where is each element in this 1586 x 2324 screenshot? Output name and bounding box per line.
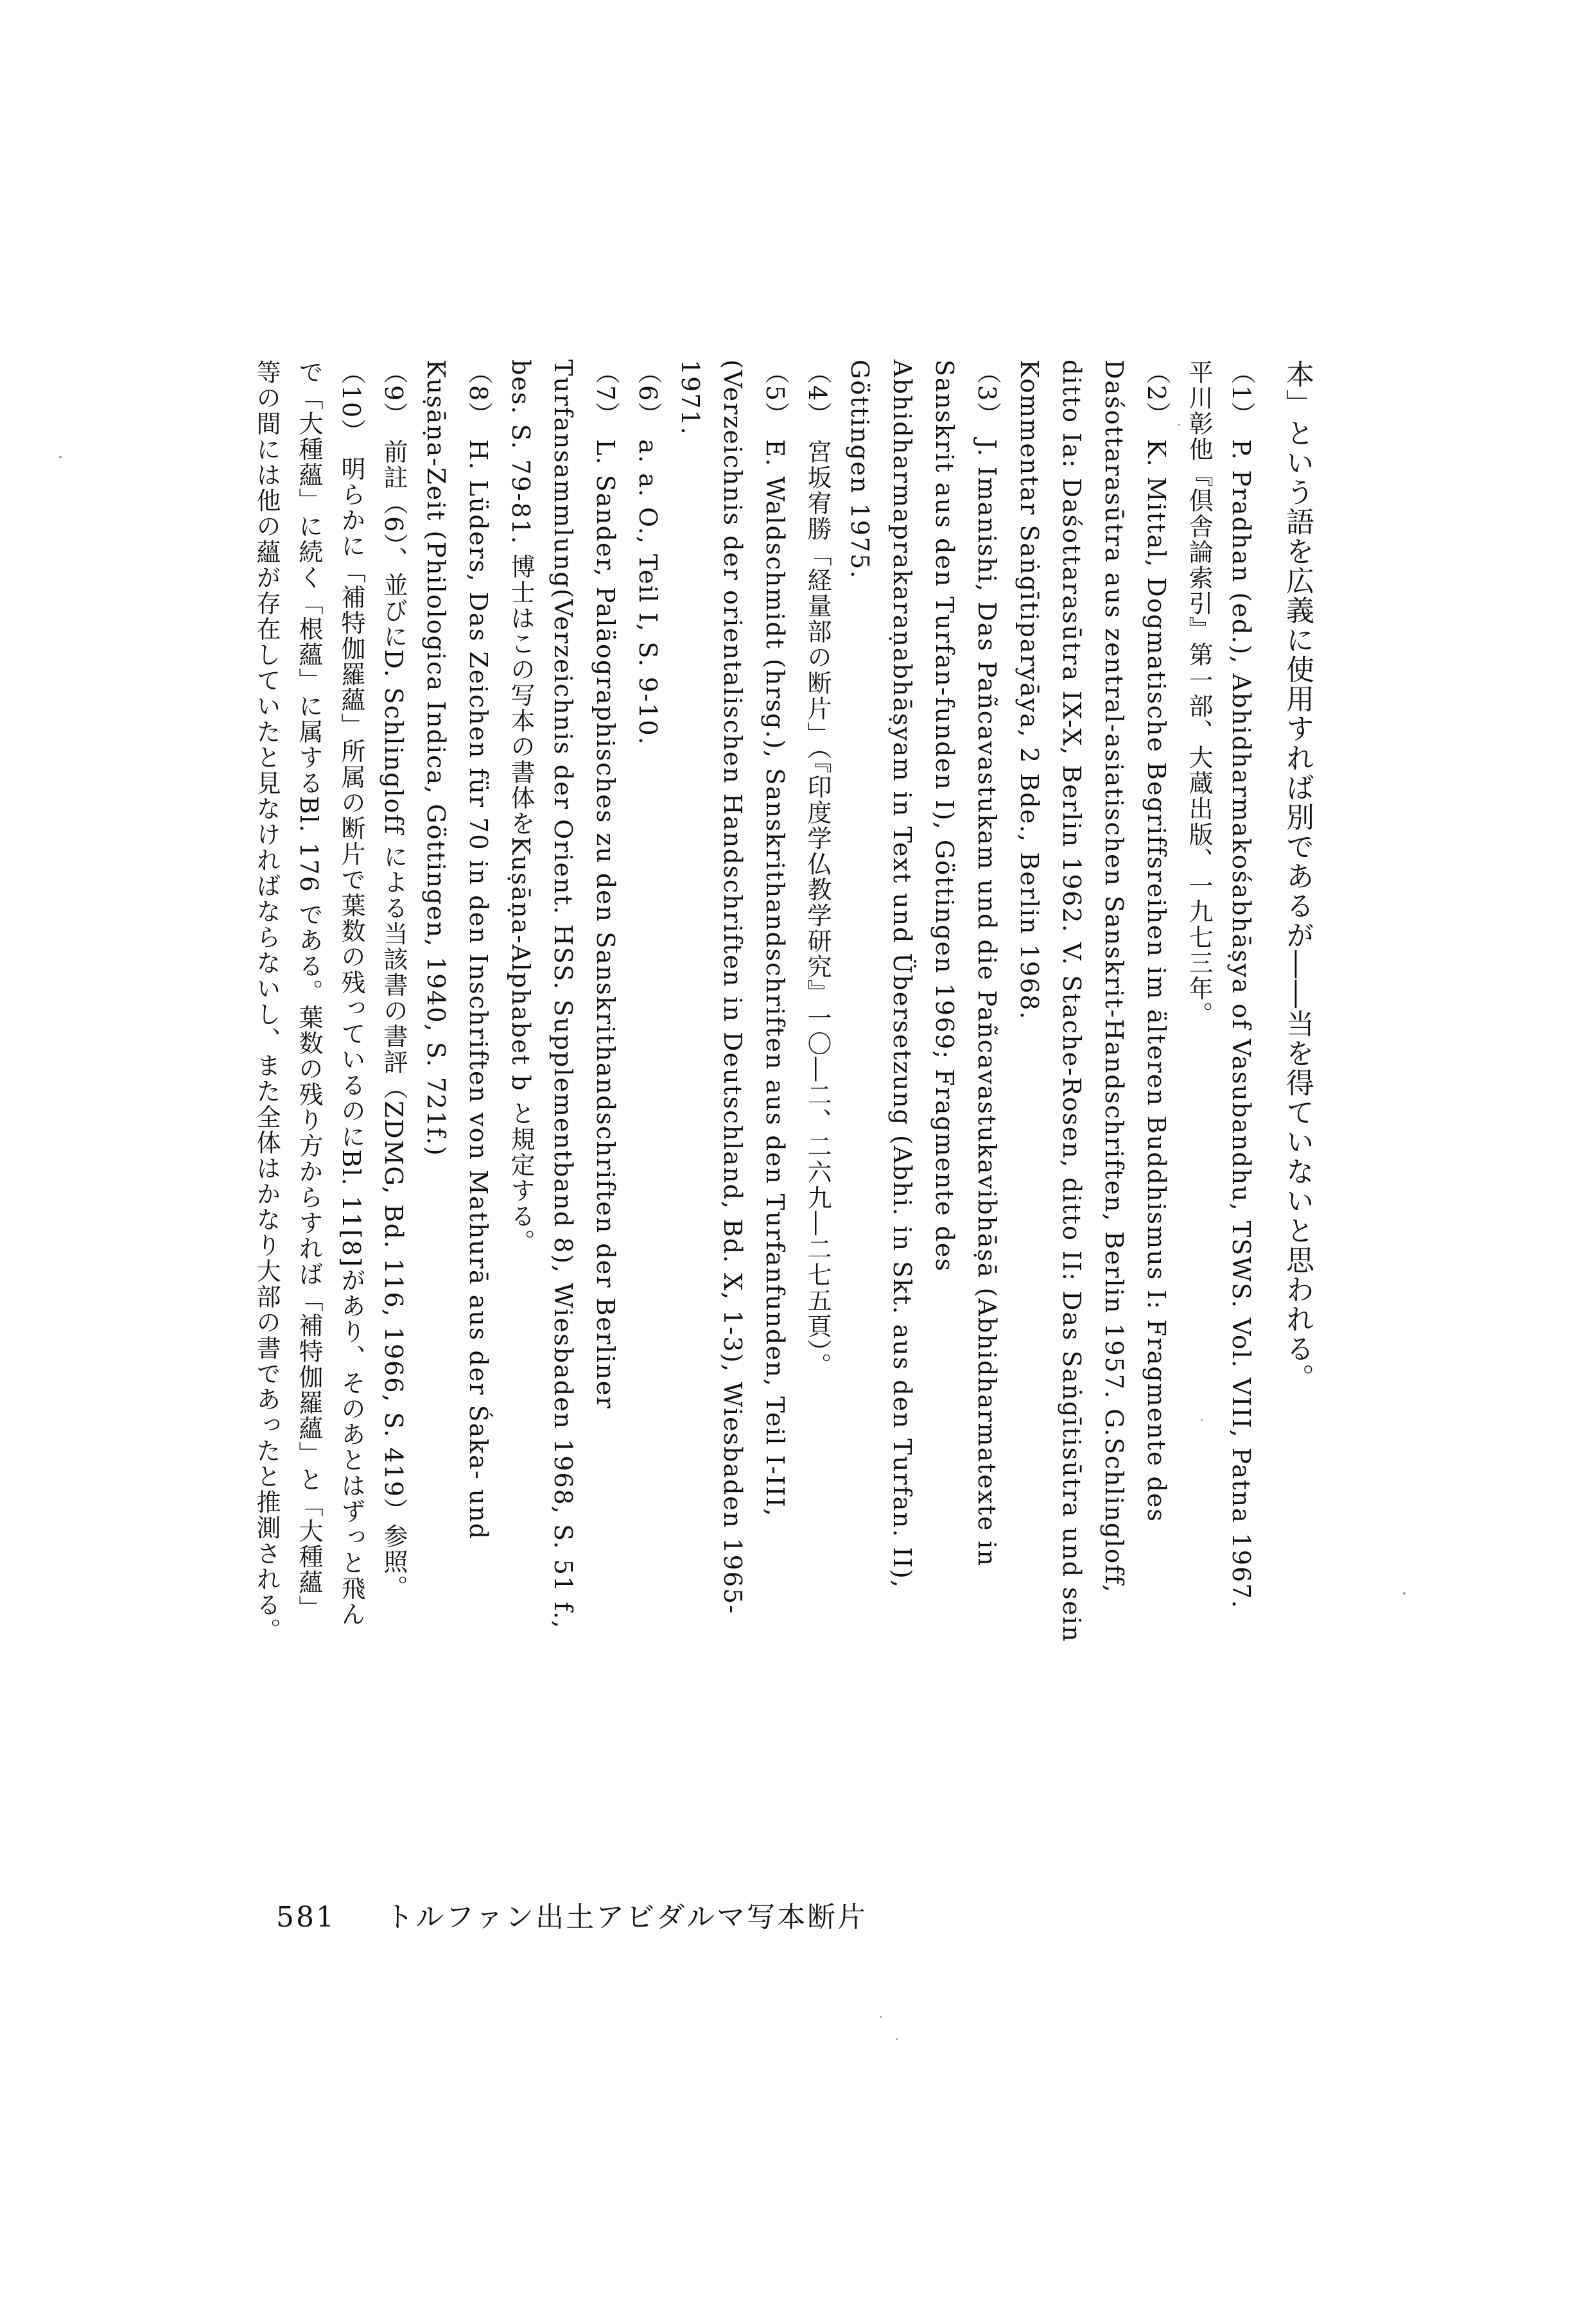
footnote-5: [669, 360, 796, 1643]
footnote-2: [1008, 360, 1178, 1643]
footnote-text: J. Imanishi, Das Pañcavastukam und die Pañcavastukavibhāṣā (Abhidharmatexte in Sanskrit aus den Turfan-funden I), Göttingen 1969; Fragmente des Abhidharmaprakaraṇabhāṣyam in Text und Übersetzung (Abhi. in Skt. aus den Turfan. II), Göttingen 1975.: [846, 360, 1001, 1589]
lead-text-line: 本」という語を広義に使用すれば別であるが――当を得ていないと思われる。: [1281, 360, 1314, 1393]
footnote-number: （7）: [591, 360, 620, 428]
footnote-3: [839, 360, 1008, 1643]
vertical-text-block: [252, 360, 1323, 1643]
footnote-7: [500, 360, 627, 1643]
footnote-text: P. Pradhan (ed.), Abhidharmakośabhāṣya of Vasubandhu, TSWS. Vol. VIII, Patna 1967. 平川彰他『倶舎論索引』第一部、大蔵出版、一九七三年。: [1185, 360, 1255, 1609]
footnote-text: K. Mittal, Dogmatische Begriffsreihen im älteren Buddhismus I: Fragmente des Daśottarasūtra aus zentral-asiatischen Sanskrit-Handschriften, Berlin 1957. G.Schlingloff, ditto Ia: Daśottarasūtra IX-X, Berlin 1962. V. Stache-Rosen, ditto II: Das Saṅgītisūtra und sein Kommentar Saṅgītiparyāya, 2 Bde., Berlin 1968.: [1015, 360, 1171, 1643]
scan-speck: [1403, 1592, 1406, 1595]
footnote-4: [796, 360, 839, 1643]
running-title: トルファン出土アビダルマ写本断片: [385, 1901, 868, 1934]
footnote-10: [245, 360, 372, 1643]
scan-speck: [896, 2038, 898, 2040]
footnote-1: [1178, 360, 1262, 1643]
footnote-number: （1）: [1227, 360, 1255, 428]
footnote-8: [415, 360, 500, 1643]
footnote-text: H. Lüders, Das Zeichen für 70 in den Inschriften von Mathurā aus der Śaka- und Kuṣāṇa-Zeit (Philologica Indica, Göttingen, 1940, S. 721f.): [422, 360, 492, 1541]
footnote-number: （8）: [464, 360, 492, 428]
footnote-text: L. Sander, Paläographisches zu den Sanskrithandschriften der Berliner Turfansammlung(Verzeichnis der Orient. HSS. Supplementband 8), Wiesbaden 1968, S. 51 f., bes. S. 79-81. 博士はこの写本の書体をKuṣāṇa-Alphabet b と規定する。: [507, 360, 620, 1630]
footnote-number: （9）: [379, 360, 408, 428]
scan-speck: [59, 456, 62, 458]
footnote-number: （4）: [803, 360, 832, 428]
footnote-number: （2）: [1142, 360, 1171, 428]
footnote-number: （10）: [337, 360, 365, 445]
footnote-text: 宮坂宥勝「経量部の断片」（『印度学仏教学研究』一〇―二、二六九―二七五頁）。: [803, 439, 832, 1379]
footnote-text: 前註（6）、並びにD. Schlingloff による当該書の書評（ZDMG, Bd. 116, 1966, S. 419）参照。: [379, 439, 408, 1601]
scan-speck: [1201, 1419, 1203, 1421]
footnote-6: [627, 360, 669, 1643]
footnote-number: （5）: [761, 360, 789, 428]
scan-speck: [880, 2016, 882, 2018]
page-number: 581: [276, 1901, 336, 1934]
footnote-number: （6）: [634, 360, 662, 428]
footnote-text: E. Waldschmidt (hrsg.), Sanskrithandschriften aus den Turfanfunden, Teil I-III, (Verzeichnis der orientalischen Handschriften in Deutschland, Bd. X, 1-3), Wiesbaden 1965-1971.: [676, 360, 789, 1615]
scan-speck: [1178, 424, 1180, 426]
footnote-text: a. a. O., Teil I, S. 9-10.: [634, 439, 662, 746]
footnote-text: 明らかに「補特伽羅蘊」所属の断片で葉数の残っているのにBl. 11[8]があり、そのあとはずっと飛んで「大種蘊」に続く「根蘊」に属するBl. 176 である。葉数の残り方からすれば「補特伽羅蘊」と「大種蘊」等の間には他の蘊が存在していたと見なければならないし、また全体はかなり大部の書であったと推測される。: [252, 360, 365, 1643]
page-footer: [276, 1894, 1111, 1939]
footnote-9: [372, 360, 415, 1643]
footnote-number: （3）: [973, 360, 1001, 428]
